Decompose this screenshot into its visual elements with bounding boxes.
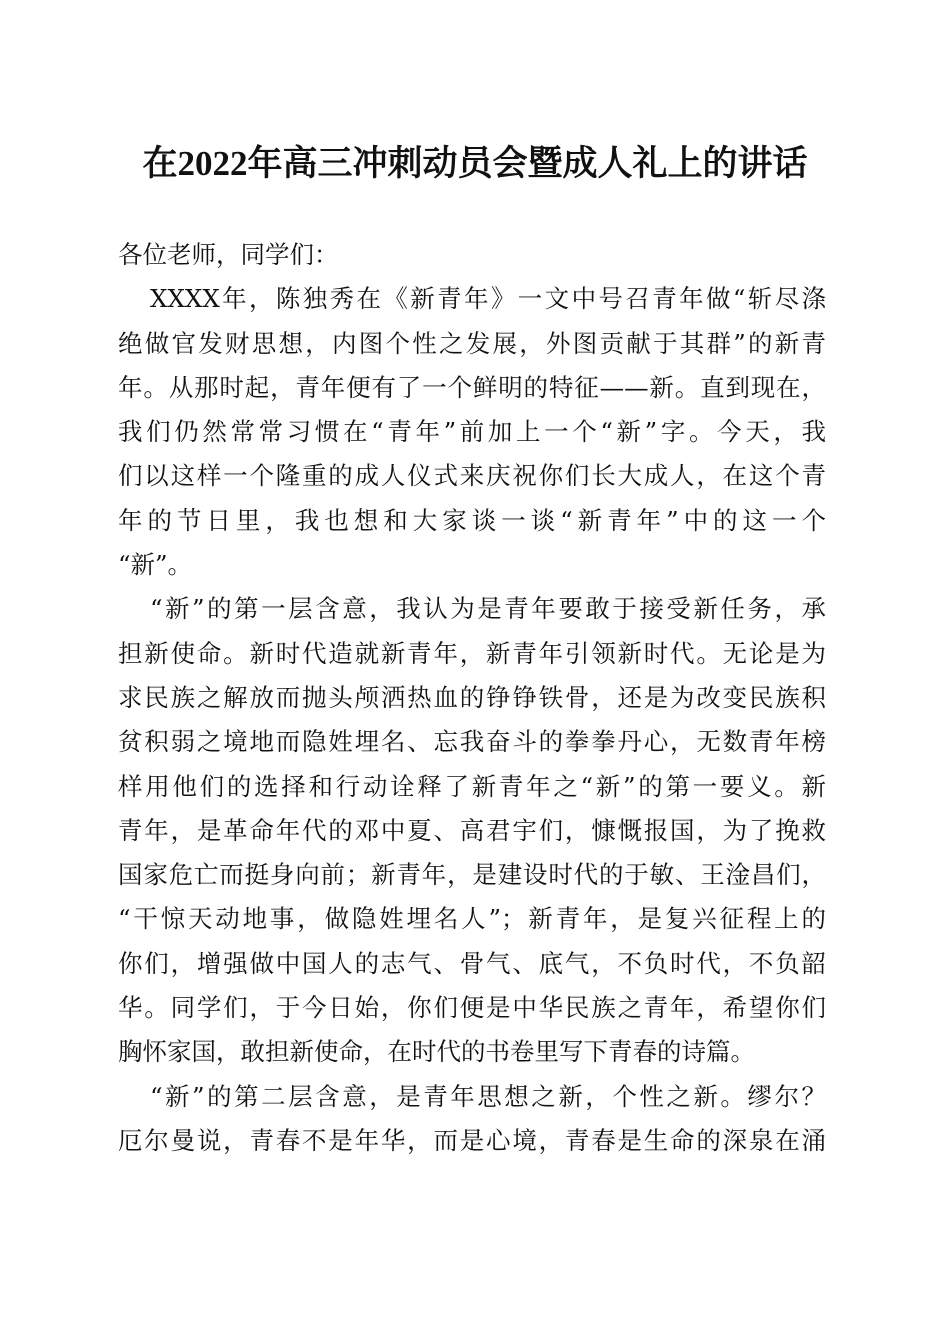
text-line: 国家危亡而挺身向前；新青年，是建设时代的于敏、王淦昌们， bbox=[118, 860, 826, 890]
text-line: 年的节日里，我也想和大家谈一谈“新青年”中的这一个 bbox=[118, 505, 826, 535]
text-line: 求民族之解放而抛头颅洒热血的铮铮铁骨，还是为改变民族积 bbox=[118, 682, 826, 712]
text-line: 我们仍然常常习惯在“青年”前加上一个“新”字。今天，我 bbox=[118, 417, 826, 447]
text-line: 青年，是革命年代的邓中夏、高君宇们，慷慨报国，为了挽救 bbox=[118, 815, 826, 845]
paragraph-1 bbox=[118, 277, 826, 587]
document-body bbox=[118, 233, 826, 1163]
salutation: 各位老师，同学们： bbox=[118, 240, 339, 269]
document-title: 在2022年高三冲刺动员会暨成人礼上的讲话 bbox=[142, 144, 808, 183]
text-line: “新”的第二层含意，是青年思想之新，个性之新。缪尔？ bbox=[150, 1081, 826, 1111]
text-line: 厄尔曼说，青春不是年华，而是心境，青春是生命的深泉在涌 bbox=[118, 1125, 826, 1155]
text-line: 年。从那时起，青年便有了一个鲜明的特征——新。直到现在， bbox=[118, 372, 826, 402]
text-line: 担新使命。新时代造就新青年，新青年引领新时代。无论是为 bbox=[118, 638, 826, 668]
paragraph-2 bbox=[118, 587, 826, 1074]
paragraph-3 bbox=[118, 1075, 826, 1164]
text-line: 绝做官发财思想，内图个性之发展，外图贡献于其群”的新青 bbox=[118, 328, 826, 358]
text-line: 华。同学们，于今日始，你们便是中华民族之青年，希望你们 bbox=[118, 993, 826, 1023]
text-line: 胸怀家国，敢担新使命，在时代的书卷里写下青春的诗篇。 bbox=[118, 1037, 755, 1067]
text-line: 贫积弱之境地而隐姓埋名、忘我奋斗的拳拳丹心，无数青年榜 bbox=[118, 727, 826, 757]
text-line: 样用他们的选择和行动诠释了新青年之“新”的第一要义。新 bbox=[118, 771, 826, 801]
text-line: 你们，增强做中国人的志气、骨气、底气，不负时代，不负韶 bbox=[118, 948, 826, 978]
text-line: “干惊天动地事，做隐姓埋名人”；新青年，是复兴征程上的 bbox=[118, 904, 826, 934]
text-line: 们以这样一个隆重的成人仪式来庆祝你们长大成人，在这个青 bbox=[118, 461, 826, 491]
text-line: “新”。 bbox=[118, 550, 193, 580]
text-line: “新”的第一层含意，我认为是青年要敢于接受新任务，承 bbox=[150, 594, 826, 624]
text-line: XXXX年，陈独秀在《新青年》一文中号召青年做“斩尽涤 bbox=[150, 284, 826, 314]
